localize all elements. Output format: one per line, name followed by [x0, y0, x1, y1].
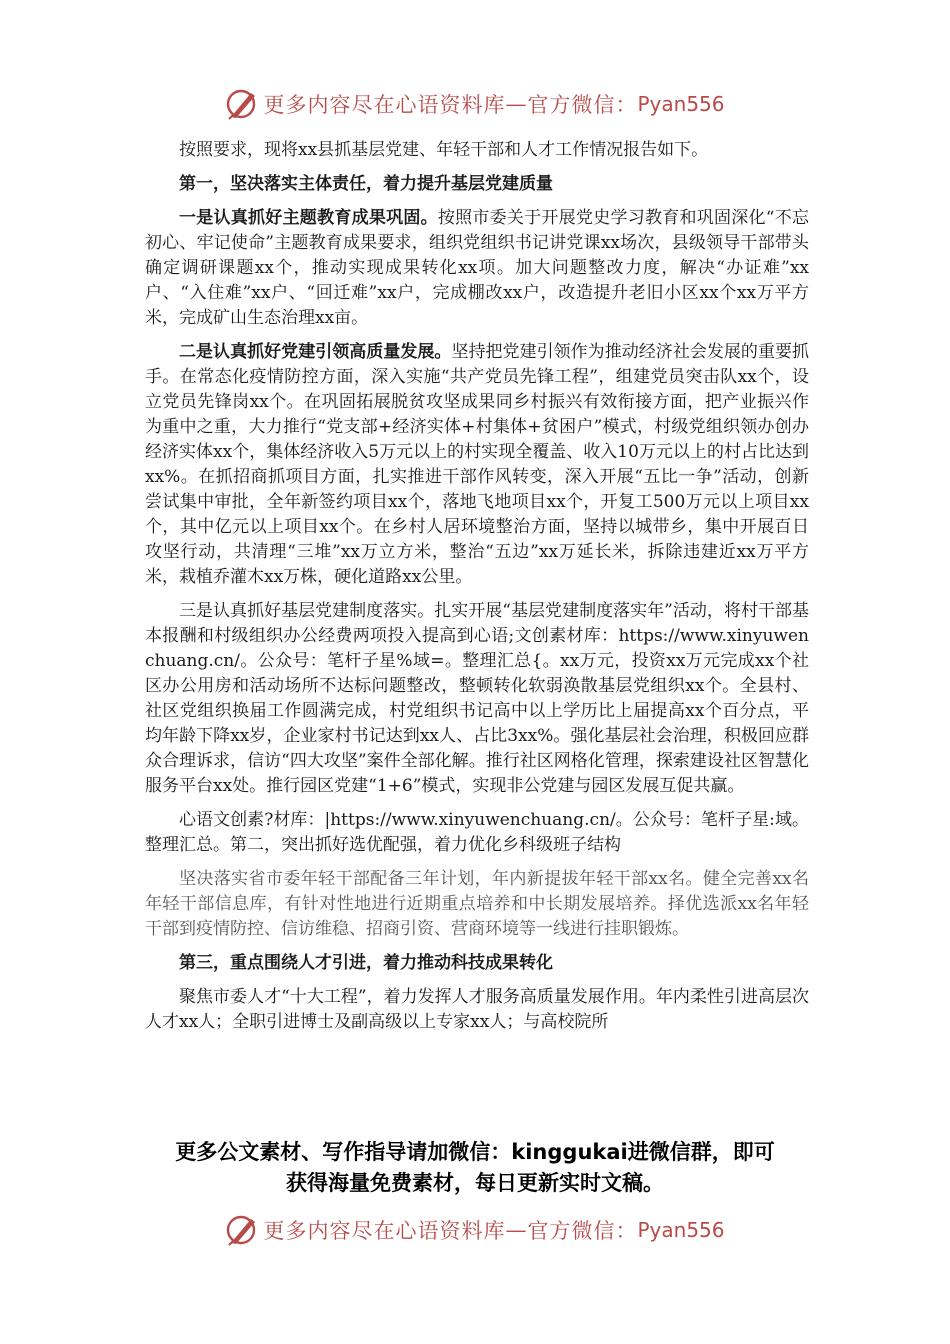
watermark-wechat-label: 官方微信：: [527, 93, 638, 117]
watermark-wechat-label: 官方微信：: [527, 1219, 638, 1243]
watermark-wechat-id: Pyan556: [637, 1218, 725, 1242]
pen-logo-icon: [225, 87, 259, 121]
paragraph-1-body: 按照市委关于开展党史学习教育和巩固深化“不忘初心、牢记使命”主题教育成果要求，组织党组织书记讲党课xx场次，县级领导干部带头确定调研课题xx个，推动实现成果转化xx项。加大问题整改力度，解决“办证难”xx户、“入住难”xx户、“回迁难”xx户，完成棚改xx户，改造提升老旧小区xx个xx万平方米，完成矿山生态治理xx亩。: [145, 208, 809, 328]
paragraph-1-lead: 一是认真抓好主题教育成果巩固。: [179, 208, 438, 228]
intro-paragraph: 按照要求，现将xx县抓基层党建、年轻干部和人才工作情况报告如下。: [179, 140, 709, 160]
watermark-wechat-id: Pyan556: [637, 92, 725, 116]
paragraph-1: [145, 206, 809, 331]
pen-logo-icon: [225, 1213, 259, 1247]
paragraph-5: 坚决落实省市委年轻干部配备三年计划，年内新提拔年轻干部xx名。健全完善xx名年轻干部信息库，有针对性地进行近期重点培养和中长期发展培养。择优选派xx名年轻干部到疫情防控、信访维稳、招商引资、营商环境等一线进行挂职锻炼。: [145, 869, 809, 939]
document-body: [145, 138, 809, 1044]
watermark-site: 更多内容尽在心语资料库: [263, 93, 506, 117]
paragraph-6: 聚焦市委人才“十大工程”，着力发挥人才服务高质量发展作用。年内柔性引进高层次人才xx人；全职引进博士及副高级以上专家xx人；与高校院所: [145, 987, 809, 1032]
paragraph-2-lead: 二是认真抓好党建引领高质量发展。: [179, 342, 452, 362]
watermark-site: 更多内容尽在心语资料库: [263, 1219, 506, 1243]
paragraph-4: 心语文创素?材库：|https://www.xinyuwenchuang.cn/。公众号：笔杆子星:域。整理汇总。第二，突出抓好选优配强，着力优化乡科级班子结构: [145, 810, 809, 855]
watermark-dash: —: [505, 92, 528, 116]
section3-heading: 第三，重点围绕人才引进，着力推动科技成果转化: [179, 953, 553, 973]
promo-notice: [100, 1137, 850, 1199]
paragraph-2-body: 坚持把党建引领作为推动经济社会发展的重要抓手。在常态化疫情防控方面，深入实施“共产党员先锋工程”，组建党员突击队xx个，设立党员先锋岗xx个。在巩固拓展脱贫攻坚成果同乡村振兴有效衔接方面，把产业振兴作为重中之重，大力推行“党支部+经济实体+村集体+贫困户”模式，村级党组织领办创办经济实体xx个，集体经济收入5万元以上的村实现全覆盖、收入10万元以上的村占比达到xx%。在抓招商抓项目方面，扎实推进干部作风转变，深入开展“五比一争”活动，创新尝试集中审批，全年新签约项目xx个，落地飞地项目xx个，开复工500万元以上项目xx个，其中亿元以上项目xx个。在乡村人居环境整治方面，坚持以城带乡，集中开展百日攻坚行动，共清理“三堆”xx万立方米，整治“五边”xx万延长米，拆除违建近xx万平方米，栽植乔灌木xx万株，硬化道路xx公里。: [145, 342, 810, 587]
watermark-banner-top: [0, 84, 950, 124]
paragraph-3: 三是认真抓好基层党建制度落实。扎实开展“基层党建制度落实年”活动，将村干部基本报酬和村级组织办公经费两项投入提高到心语;文创素材库：https://www.xinyuwenchuang.cn/。公众号：笔杆子星%域=。整理汇总{。xx万元，投资xx万元完成xx个社区办公用房和活动场所不达标问题整改，整顿转化软弱涣散基层党组织xx个。全县村、社区党组织换届工作圆满完成，村党组织书记高中以上学历比上届提高xx个百分点，平均年龄下降xx岁，企业家村书记达到xx人、占比3xx%。强化基层社会治理，积极回应群众合理诉求，信访“四大攻坚”案件全部化解。推行社区网格化管理，探索建设社区智慧化服务平台xx处。推行园区党建“1+6”模式，实现非公党建与园区发展互促共赢。: [145, 601, 809, 796]
section1-heading: 第一，坚决落实主体责任，着力提升基层党建质量: [179, 174, 553, 194]
watermark-dash: —: [505, 1218, 528, 1242]
paragraph-2: [145, 340, 809, 590]
promo-line-2: 获得海量免费素材，每日更新实时文稿。: [286, 1171, 664, 1195]
watermark-banner-bottom: [0, 1210, 950, 1250]
promo-line-1: 更多公文素材、写作指导请加微信：kinggukai进微信群，即可: [175, 1140, 775, 1164]
